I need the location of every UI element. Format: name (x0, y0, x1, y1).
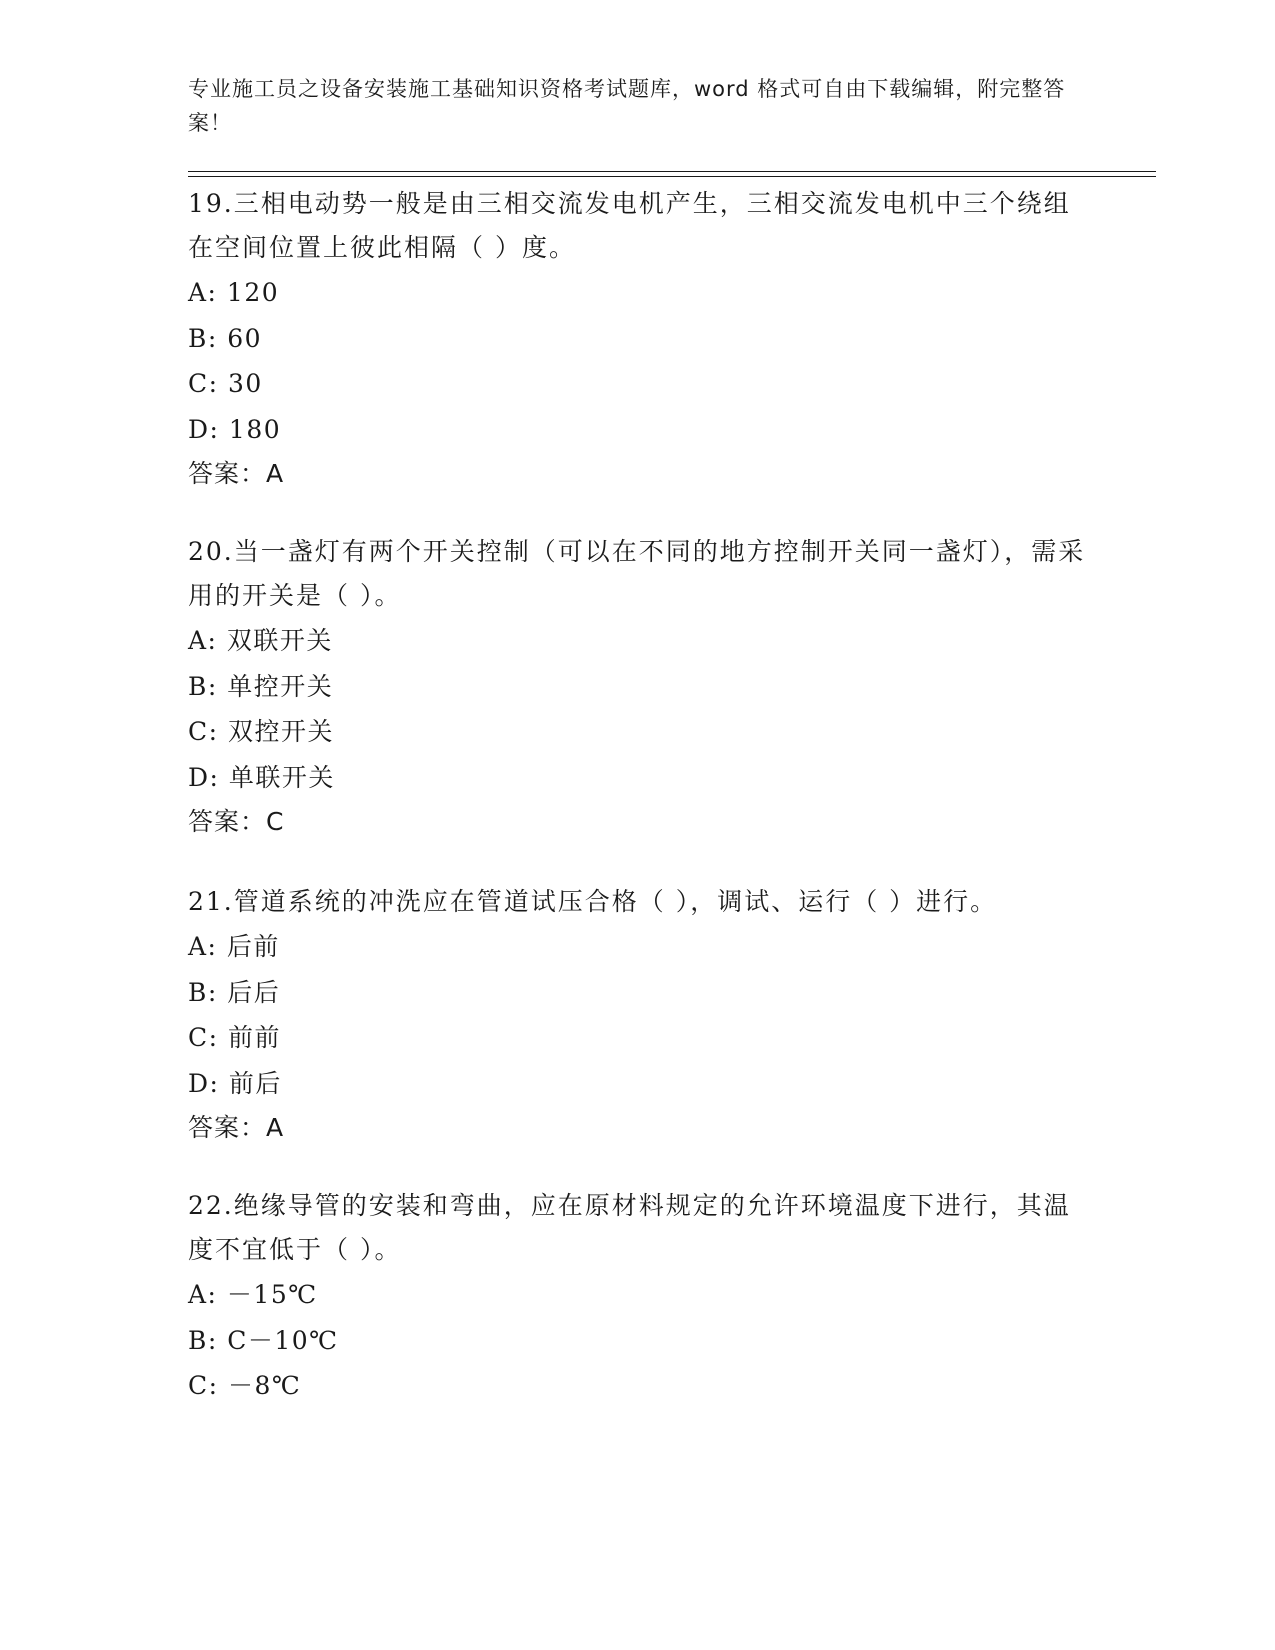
option-b: B: 单控开关 (188, 671, 334, 701)
option-c: C: 双控开关 (188, 717, 334, 746)
answer-line: 答案：C (188, 807, 285, 836)
question-20 (188, 530, 1088, 844)
option-d: D: 180 (188, 414, 282, 444)
header-divider-bottom (188, 176, 1156, 177)
option-a: A: 双联开关 (188, 626, 333, 655)
option-a: A: －15℃ (188, 1280, 318, 1309)
option-c: C: 前前 (188, 1023, 281, 1052)
option-d: D: 前后 (188, 1068, 282, 1098)
header-divider-top (188, 171, 1156, 172)
question-22 (188, 1184, 1088, 1409)
option-a: A: 120 (188, 278, 280, 307)
question-stem: 19.三相电动势一般是由三相交流发电机产生，三相交流发电机中三个绕组在空间位置上彼此相隔（ ）度。 (188, 189, 1071, 262)
option-c: C: －8℃ (188, 1371, 302, 1400)
option-c: C: 30 (188, 369, 263, 398)
option-d: D: 单联开关 (188, 762, 335, 792)
option-a: A: 后前 (188, 932, 280, 961)
question-stem: 20.当一盏灯有两个开关控制（可以在不同的地方控制开关同一盏灯），需采用的开关是（ ）。 (188, 537, 1086, 610)
answer-line: 答案：A (188, 1113, 285, 1142)
question-stem: 22.绝缘导管的安装和弯曲，应在原材料规定的允许环境温度下进行，其温度不宜低于（ ）。 (188, 1191, 1071, 1264)
question-stem: 21.管道系统的冲洗应在管道试压合格（ ），调试、运行（ ）进行。 (188, 887, 998, 916)
document-header: 专业施工员之设备安装施工基础知识资格考试题库，word 格式可自由下载编辑，附完整答案！ (188, 77, 1066, 135)
option-b: B: 后后 (188, 977, 281, 1007)
answer-line: 答案：A (188, 459, 285, 488)
question-19 (188, 182, 1088, 496)
question-21 (188, 880, 1088, 1150)
option-b: B: C－10℃ (188, 1325, 339, 1355)
option-b: B: 60 (188, 323, 263, 353)
